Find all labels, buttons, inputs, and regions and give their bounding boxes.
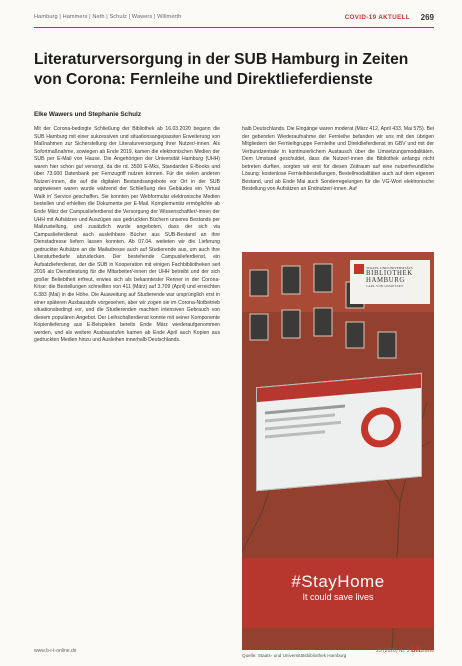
column-left-text: Mit der Corona-bedingte Schließung der Bibliothek ab 16.03.2020 begann die SUB Hamburg mit einer sukzessiven und situationsangepassten Erweiterung von Maßnahmen zur Sicherstellung der Literaturversorgung ihrer Nutzer/-innen. Als Sofortmaßnahme, sowiegen ab Ende 2019, kamen die elektronischen Medien der SUB per E-Mail von Hause. Die Angehörigen der Universität Hamburg (UHH) waren hier schon gut versorgt, da die rd. 3500 E-Mks, Standarden E-Books und über 73.000 Datenbank per Fernzugriff nutzen können. Für die vielen anderen Nutzer/-innen, die auf die digitalen Bestandsangebote vor Ort in der SUB angewiesen waren wurde während der Schließung des Gebäudes ein 'Virtual Walk in' Service geschaffen. Sie konnten per Webformular elektronische Medien bestellen und erhielten die Dokumente per E-Mail. Komplementär ermöglichte ab Ende März der Campuslieferdienst die Versorgung der Wissenschaftler/-innen der UHH mit Aufsätzen und Auszügen aus gedruckten Büchern unseres Bestands per Mailzustellung, und zusätzlich wurde angeboten, dass der sich via Campuslieferdienst auch ausleihbare Bücher aus SUB-Bestand an ihre Dienstadresse liefern lassen konnten. Ab 07.04. weiteten wir die Lieferung gedruckter Aufsätze an die Mailadresse auch auf Studierende aus, um auch ihre Literaturbedarfe abzudecken. Der bestehende Campuslieferdienst, ein Aufsatzlieferdienst, der die SUB in Kooperation mit einigen Fachbibliotheken seit 2016 als Dienstleistung für die Mitarbeiter/-innen der UHH betreibt und der sich großer Beliebtheit erfreut, erwies sich als bekanntester Renner in der Corona-Krise: die Bestellungen schnellten von 411 (März) auf 3.709 (April) und erreichten 6.383 (Mai) in die Höhe. Die Ausweitung auf Studierende war ursprünglich erst in einer späteren Ausbaustufe vorgesehen, aber wir zogen sie im Corona-Notbetrieb situationsbedingt vor, und die Studierenden machten intensiven Gebrauch von diesem populären Angebot. Der Leihschalterdienst konnte mit seiner Komponente Kopienlieferung aus E-Beispielen bereits Ende März wiederaufgenommen werden, und als weitere Ausbaustufen kamen ab Ende April auch Kopien aus gedruckten Medien hinzu und Ausleihen innerhalb Deutschlands. (34, 126, 220, 344)
web-screenshot-poster (256, 373, 422, 492)
title-line-2: von Corona: Fernleihe und Direktlieferdienste (34, 71, 373, 88)
logo-line-3: HAMBURG (366, 277, 405, 284)
byline: Elke Wawers und Stephanie Schulz (34, 111, 142, 118)
footer-issue-text: 23 (2020) Nr. 3 (376, 648, 410, 654)
footer-issue (376, 645, 434, 654)
page-number: 269 (420, 13, 434, 22)
photo-caption: Quelle: Staats- und Universitätsbibliothek Hamburg (242, 653, 347, 658)
library-logo (366, 266, 428, 288)
stayhome-banner (242, 558, 434, 628)
column-left (34, 126, 220, 654)
running-header (34, 14, 434, 26)
logo-line-1: STAATS- UND UNIVERSITÄTS (366, 266, 413, 270)
column-right-text: halb Deutschlands. Die Eingänge waren moderat (März 412, April 433, Mai 575). Bei der gebenden Wiederaufnahme der Fernleihe befanden wir uns mit den übrigen Mitgliedern der Fernleihgruppe Fernleihe und Direktlieferdienst im GBV und mit der Verbundzentrale in kontinuierlichem Austausch über die Umsetzungsmodalitäten. Dem Umstand geschuldet, dass die Nutzer/-innen die Bibliothek anfangs nicht betreten durften, sorgten wir erst für diesen Zeitraum auf eine nutzerfreundliche Lösung: kostenlose Fernleihbestellungen, Bestellmodalitäten auch auf dem eigenen Bestand, und ab Ende Mai auch Sonderregelungen für die VG-Wort elektronische Bestellung von Aufsätzen an Endnutzer/-innen. Auf (242, 126, 434, 193)
column-right (242, 126, 434, 244)
header-rule (34, 27, 434, 28)
footer-brand-prefix: bit (410, 645, 421, 654)
banner-main: #StayHome (291, 572, 385, 591)
footer-brand (411, 645, 434, 654)
logo-line-2: BIBLIOTHEK (366, 270, 413, 277)
title-line-1: Literaturversorgung in der SUB Hamburg in Zeiten (34, 51, 409, 68)
header-authors: Hamburg | Hammers | Neth | Schulz | Wawers | Willmerth (34, 14, 182, 20)
header-section: COVID-19 AKTUELL (344, 14, 410, 21)
footer-url: www.b-i-t-online.de (34, 648, 77, 654)
logo-line-4: CARL VON OSSIETZKY (366, 284, 404, 288)
library-photo (242, 252, 434, 650)
banner-sub: It could save lives (302, 592, 374, 602)
article-title (34, 50, 434, 90)
footer-brand-suffix: online (420, 648, 434, 654)
